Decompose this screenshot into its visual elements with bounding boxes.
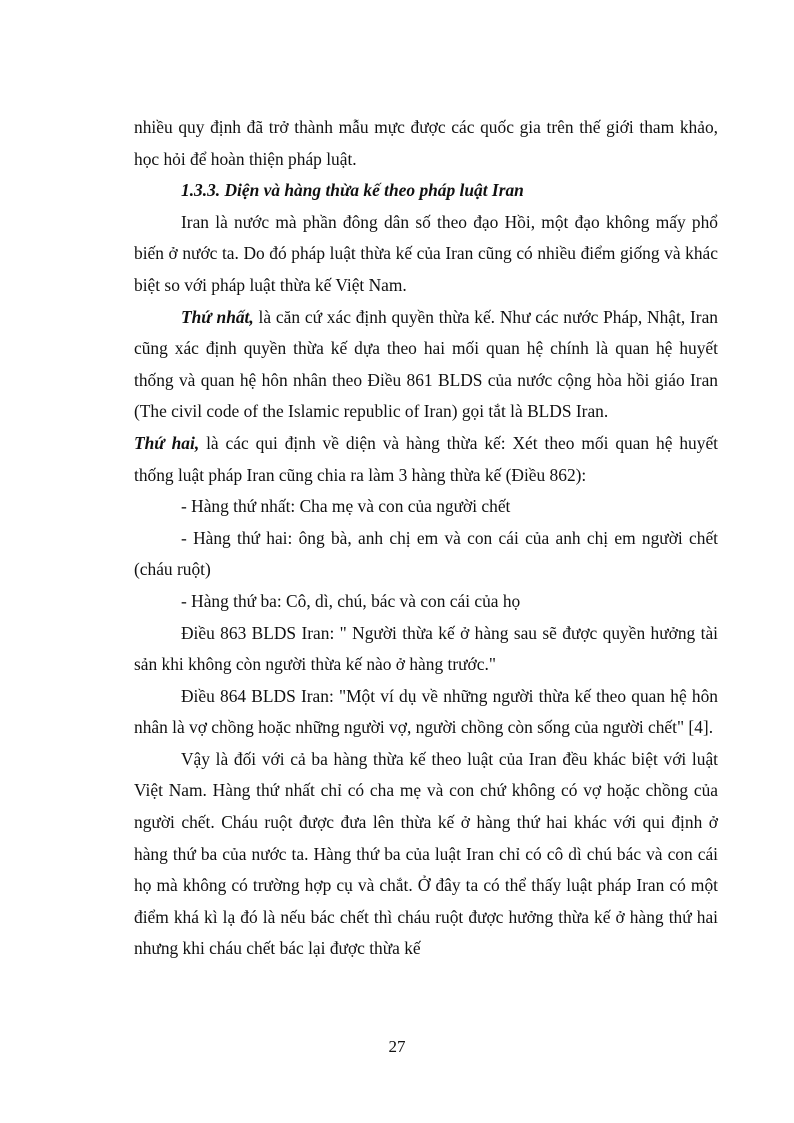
list-item-first-rank: - Hàng thứ nhất: Cha mẹ và con của người chết — [181, 496, 511, 517]
document-body — [134, 112, 718, 965]
first-point-text: là căn cứ xác định quyền thừa kế. Như các nước Pháp, Nhật, Iran cũng xác định quyền thừa kế dựa theo hai mối quan hệ chính là quan hệ huyết thống và quan hệ hôn nhân theo Điều 861 BLDS của nước cộng hòa hồi giáo Iran (The civil code of the Islamic republic of Iran) gọi tắt là BLDS Iran. — [134, 306, 718, 422]
section-heading: 1.3.3. Diện và hàng thừa kế theo pháp luật Iran — [181, 180, 524, 201]
first-point-lead: Thứ nhất, — [181, 306, 254, 327]
paragraph-comparison: Vậy là đối với cả ba hàng thừa kế theo luật của Iran đều khác biệt với luật Việt Nam. Hàng thứ nhất chỉ có cha mẹ và con chứ không có vợ hoặc chồng của người chết. Cháu ruột được đưa lên thừa kế ở hàng thứ hai khác với qui định ở hàng thứ ba của nước ta. Hàng thứ ba của luật Iran chỉ có cô dì chú bác và con cái họ mà không có trường hợp cụ và chắt. Ở đây ta có thể thấy luật pháp Iran có một điểm khá kì lạ đó là nếu bác chết thì cháu ruột được hưởng thừa kế ở hàng thứ hai nhưng khi cháu chết bác lại được thừa kế — [134, 748, 718, 959]
paragraph-second-point — [134, 428, 718, 491]
list-item-second-rank: - Hàng thứ hai: ông bà, anh chị em và con cái của anh chị em người chết (cháu ruột) — [134, 527, 718, 580]
second-point-lead: Thứ hai, — [134, 432, 200, 453]
paragraph-first-point — [134, 302, 718, 428]
list-item-third-rank: - Hàng thứ ba: Cô, dì, chú, bác và con cái của họ — [181, 590, 521, 611]
paragraph-intro-continuation: nhiều quy định đã trở thành mẫu mực được các quốc gia trên thế giới tham khảo, học hỏi để hoàn thiện pháp luật. — [134, 117, 718, 169]
paragraph-article-864: Điều 864 BLDS Iran: "Một ví dụ về những người thừa kế theo quan hệ hôn nhân là vợ chồng hoặc những người vợ, người chồng còn sống của người chết" [4]. — [134, 685, 718, 738]
second-point-text: là các qui định về diện và hàng thừa kế: Xét theo mối quan hệ huyết thống luật pháp Iran cũng chia ra làm 3 hàng thừa kế (Điều 862): — [134, 432, 718, 485]
paragraph-iran-overview: Iran là nước mà phần đông dân số theo đạo Hồi, một đạo không mấy phổ biến ở nước ta. Do đó pháp luật thừa kế của Iran cũng có nhiều điểm giống và khác biệt so với pháp luật thừa kế Việt Nam. — [134, 211, 718, 295]
page-number: 27 — [388, 1037, 406, 1056]
paragraph-article-863: Điều 863 BLDS Iran: " Người thừa kế ở hàng sau sẽ được quyền hưởng tài sản khi không còn người thừa kế nào ở hàng trước." — [134, 622, 718, 675]
